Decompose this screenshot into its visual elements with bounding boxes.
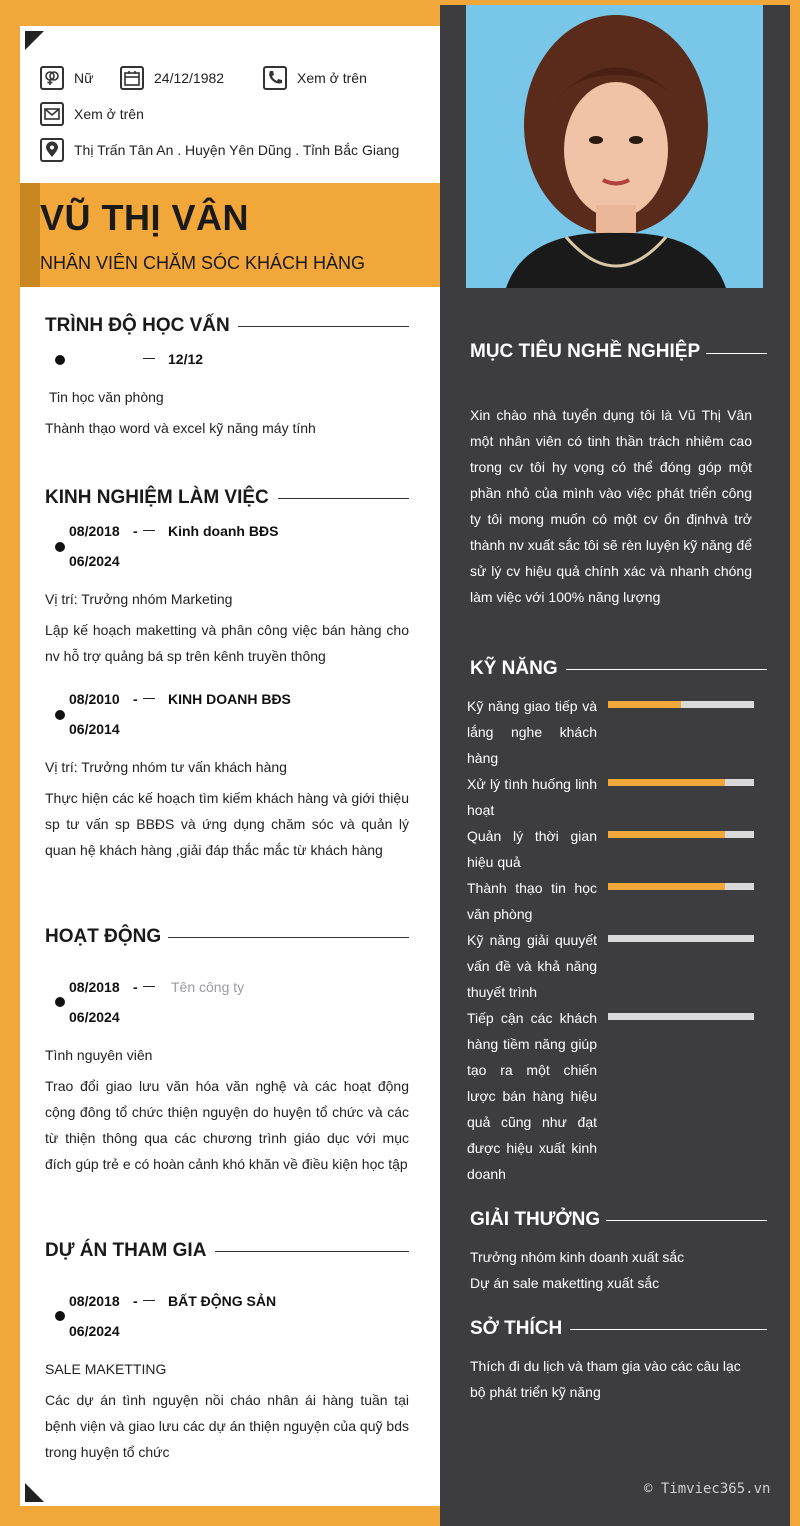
skill-name: Kỹ năng giải quuyết vấn đề và khả năng thuyết trình <box>467 932 597 1000</box>
proj-end: 06/2024 <box>69 1323 120 1339</box>
skill-bar-fill <box>608 831 725 838</box>
proj-desc: Các dự án tình nguyện nồi cháo nhân ái hàng tuần tại bệnh viện và giao lưu các dự án thiện nguyện của quỹ bds trong huyện tổ chức <box>45 1392 409 1460</box>
objective-text: Xin chào nhà tuyển dụng tôi là Vũ Thị Vân một nhân viên có tinh thần trách nhiêm cao trong cv tôi hy vọng có thể đóng góp một phần nhỏ của mình vào việc phát triển công ty tôi mong muốn có một cv ổn địnhvà trở thành nv xuất sắc tôi sẽ rèn luyện kỹ năng để sử lý cv hiệu quả chính xác và nhanh chóng làm việc với 100% năng lượng <box>470 407 752 605</box>
skill-name: Thành thạo tin học văn phòng <box>467 880 597 922</box>
address-value: Thị Trấn Tân An . Huyện Yên Dũng . Tỉnh Bắc Giang <box>74 142 400 158</box>
experience-rule <box>278 498 409 499</box>
corner-decoration-bottom <box>25 1483 44 1502</box>
exp1-desc: Lập kế hoạch maketting và phân công việc bán hàng cho nv hỗ trợ quảng bá sp trên kênh truyền thông <box>45 622 409 664</box>
phone-value: Xem ở trên <box>297 70 367 86</box>
projects-title: DỰ ÁN THAM GIA <box>45 1240 207 1261</box>
skill-bar <box>608 701 754 708</box>
gender-icon <box>40 66 64 90</box>
gender-value: Nữ <box>74 70 94 86</box>
projects-rule <box>215 1251 409 1252</box>
experience-title: KINH NGHIỆM LÀM VIỆC <box>45 487 269 508</box>
skill-name: Xử lý tình huống linh hoạt <box>467 776 597 818</box>
phone-icon <box>263 66 287 90</box>
exp2-end: 06/2014 <box>69 721 120 737</box>
exp2-sep: - <box>133 691 138 707</box>
timeline-dash <box>143 1300 155 1301</box>
calendar-icon <box>120 66 144 90</box>
education-rule <box>238 326 409 327</box>
act-org: Tên công ty <box>171 979 245 995</box>
award-item: Dự án sale maketting xuất sắc <box>470 1275 660 1291</box>
timeline-dot <box>55 997 65 1007</box>
exp1-start: 08/2018 <box>69 523 120 539</box>
skill-bar <box>608 935 754 942</box>
timeline-dot <box>55 1311 65 1321</box>
proj-sep: - <box>133 1293 138 1309</box>
act-end: 06/2024 <box>69 1009 120 1025</box>
email-value: Xem ở trên <box>74 106 144 122</box>
proj-start: 08/2018 <box>69 1293 120 1309</box>
proj-role: SALE MAKETTING <box>45 1361 167 1377</box>
hobbies-text: Thích đi du lịch và tham gia vào các câu lạc bộ phát triển kỹ năng <box>470 1358 741 1400</box>
skill-name: Quản lý thời gian hiệu quả <box>467 828 597 870</box>
objective-rule <box>706 353 767 354</box>
skill-bar-fill <box>608 883 725 890</box>
corner-decoration-top <box>25 31 44 50</box>
location-pin-icon <box>40 138 64 162</box>
timeline-dash <box>143 530 155 531</box>
awards-rule <box>606 1220 767 1221</box>
skill-name: Tiếp cận các khách hàng tiềm năng giúp tạo ra một chiến lược bán hàng hiệu quả cũng như đạt được hiệu xuất kinh doanh <box>467 1010 597 1182</box>
exp2-position: Vị trí: Trưởng nhóm tư vấn khách hàng <box>45 759 287 775</box>
info-email <box>40 102 144 126</box>
exp1-position: Vị trí: Trưởng nhóm Marketing <box>45 591 233 607</box>
timeline-dash <box>143 358 155 359</box>
education-subtitle: Tin học văn phòng <box>49 389 164 405</box>
activities-rule <box>168 937 409 938</box>
act-role: Tình nguyên viên <box>45 1047 153 1063</box>
skills-rule <box>566 669 767 670</box>
act-sep: - <box>133 979 138 995</box>
exp1-end: 06/2024 <box>69 553 120 569</box>
proj-org: BẤT ĐỘNG SẢN <box>168 1293 277 1309</box>
timeline-dot <box>55 710 65 720</box>
skill-bar <box>608 779 754 786</box>
skills-title: KỸ NĂNG <box>470 658 558 679</box>
exp1-org: Kinh doanh BĐS <box>168 523 279 539</box>
hobbies-title: SỞ THÍCH <box>470 1318 563 1339</box>
birthday-value: 24/12/1982 <box>154 70 225 86</box>
email-icon <box>40 102 64 126</box>
act-start: 08/2018 <box>69 979 120 995</box>
info-birthday <box>120 66 224 90</box>
exp2-start: 08/2010 <box>69 691 120 707</box>
timeline-dash <box>143 986 155 987</box>
awards-title: GIẢI THƯỞNG <box>470 1209 601 1230</box>
objective-title: MỤC TIÊU NGHỀ NGHIỆP <box>470 341 701 362</box>
act-desc: Trao đổi giao lưu văn hóa văn nghệ và các hoạt động cộng đông tổ chức thiện nguyện do huyện tổ chức và các từ thiện thông qua các chương trình giáo dục với mục đích gúp trẻ e có hoàn cảnh khó khăn về điều kiện học tập <box>45 1078 409 1172</box>
education-desc: Thành thạo word và excel kỹ năng máy tính <box>45 420 316 436</box>
candidate-role: NHÂN VIÊN CHĂM SÓC KHÁCH HÀNG <box>40 253 366 273</box>
skill-bar-fill <box>608 779 725 786</box>
info-phone <box>263 66 367 90</box>
skill-bar <box>608 883 754 890</box>
candidate-name: VŨ THỊ VÂN <box>40 197 250 238</box>
skill-name: Kỹ năng giao tiếp và lắng nghe khách hàng <box>467 698 597 766</box>
timeline-dash <box>143 698 155 699</box>
exp2-desc: Thực hiện các kế hoạch tìm kiếm khách hàng và giới thiệu sp tư vấn sp BBĐS và ứng dụng chăm sóc và quản lý quan hệ khách hàng ,giải đáp thắc mắc từ khách hàng <box>45 790 409 858</box>
education-grade: 12/12 <box>168 351 204 367</box>
skill-bar-fill <box>608 701 681 708</box>
timeline-dot <box>55 355 65 365</box>
skill-bar <box>608 1013 754 1020</box>
footer-credit: © Timviec365.vn <box>644 1481 771 1497</box>
activities-title: HOẠT ĐỘNG <box>45 926 162 947</box>
education-title: TRÌNH ĐỘ HỌC VẤN <box>45 315 230 336</box>
hobbies-rule <box>570 1329 767 1330</box>
timeline-dot <box>55 542 65 552</box>
profile-photo <box>466 5 763 288</box>
exp1-sep: - <box>133 523 138 539</box>
award-item: Trưởng nhóm kinh doanh xuất sắc <box>470 1249 685 1265</box>
skill-bar <box>608 831 754 838</box>
info-gender <box>40 66 93 90</box>
info-address <box>40 138 399 162</box>
exp2-org: KINH DOANH BĐS <box>168 691 291 707</box>
